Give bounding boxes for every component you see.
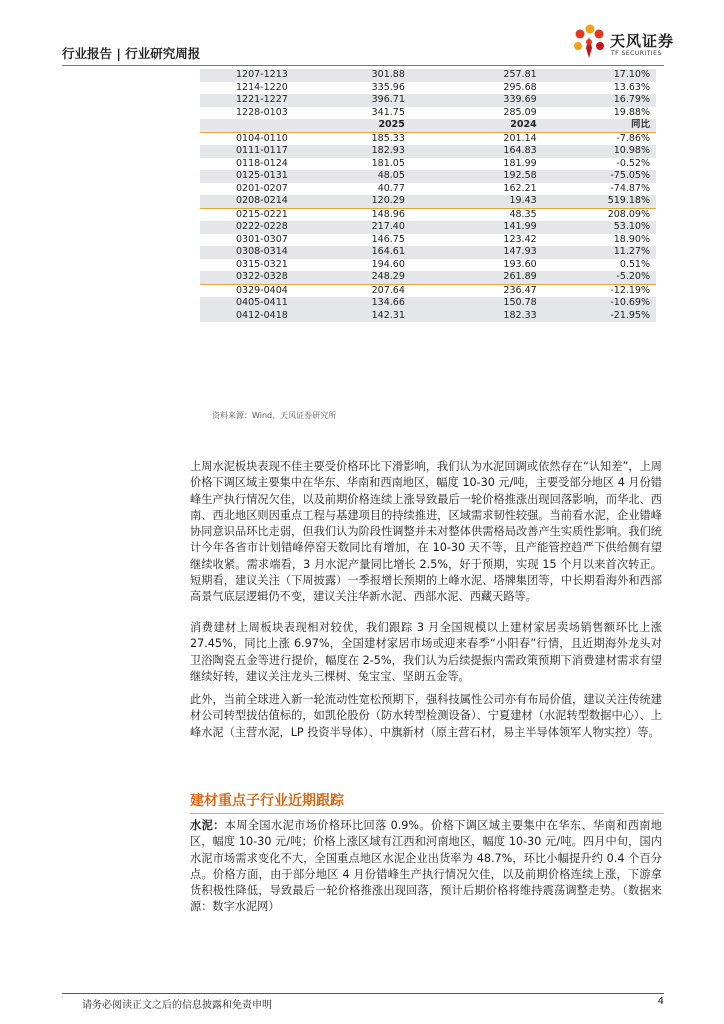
logo-subtitle: TF SECURITIES xyxy=(611,50,662,57)
section-title: 建材重点子行业近期跟踪 xyxy=(190,793,344,809)
value-2025-cell: 341.75 xyxy=(371,106,405,118)
period-cell: 0405-0411 xyxy=(200,297,332,310)
value-2024-cell: 193.60 xyxy=(503,258,537,270)
period-cell: 0111-0117 xyxy=(200,145,332,158)
table-row xyxy=(200,284,656,297)
value-2024-cell: 182.33 xyxy=(421,310,557,323)
value-2024-cell: 201.14 xyxy=(503,132,537,144)
yoy-cell: -75.05% xyxy=(557,170,656,183)
value-2025-cell: 194.60 xyxy=(371,258,405,270)
table-row xyxy=(200,145,656,158)
header-cell-2024: 2024 xyxy=(421,119,557,132)
header-divider xyxy=(62,65,664,66)
period-cell: 0104-0110 xyxy=(236,132,288,144)
value-2024-cell: 19.43 xyxy=(421,195,557,208)
yoy-cell: -74.87% xyxy=(610,182,650,194)
value-2025-cell: 185.33 xyxy=(371,132,405,144)
yoy-cell: -0.52% xyxy=(616,157,650,169)
value-2024-cell: 181.99 xyxy=(503,157,537,169)
table-row xyxy=(200,310,656,323)
value-2024-cell: 285.09 xyxy=(503,106,537,118)
period-cell: 0412-0418 xyxy=(200,310,332,323)
value-2024-cell: 150.78 xyxy=(421,297,557,310)
company-logo xyxy=(570,22,680,64)
page-number: 4 xyxy=(657,996,664,1007)
flower-logo-icon xyxy=(570,22,608,62)
logo-name: 天风证券 xyxy=(610,32,675,50)
yoy-cell: 13.63% xyxy=(613,81,650,93)
period-cell: 0125-0131 xyxy=(200,170,332,183)
value-2025-cell: 335.96 xyxy=(371,81,405,93)
table-row xyxy=(200,208,656,221)
value-2025-cell: 182.93 xyxy=(332,145,421,158)
period-cell: 0222-0228 xyxy=(200,221,332,234)
value-2025-cell: 134.66 xyxy=(332,297,421,310)
table-row xyxy=(200,271,656,284)
table-header-row xyxy=(200,119,656,132)
value-2024-cell: 141.99 xyxy=(421,221,557,234)
value-2025-cell: 40.77 xyxy=(377,182,405,194)
period-cell: 0215-0221 xyxy=(236,208,288,220)
value-2025-cell: 301.88 xyxy=(332,69,421,82)
period-cell: 1228-0103 xyxy=(236,106,288,118)
table-row xyxy=(200,246,656,259)
period-cell: 0118-0124 xyxy=(236,157,288,169)
table-row xyxy=(200,259,656,272)
table-row xyxy=(200,132,656,145)
table-row xyxy=(200,234,656,247)
table-row xyxy=(200,195,656,208)
period-cell: 0315-0321 xyxy=(236,258,288,270)
value-2024-cell: 236.47 xyxy=(503,284,537,296)
section-divider xyxy=(190,813,664,814)
footer-divider xyxy=(62,993,664,994)
period-cell: 1214-1220 xyxy=(236,81,288,93)
header-cell-period xyxy=(200,119,332,132)
table-row xyxy=(200,170,656,183)
yoy-cell: 18.90% xyxy=(613,233,650,245)
value-2024-cell: 162.21 xyxy=(503,182,537,194)
cement-shipment-table xyxy=(200,69,656,322)
table-row xyxy=(200,107,656,120)
paragraph-consumer-building-materials: 消费建材上周板块表现相对较优，我们跟踪 3 月全国规模以上建材家居卖场销售额环比上涨 27.45%，同比上涨 6.97%，全国建材家居市场或迎来春季“小阳春”行情，且近期海外龙头对卫浴陶瓷五金等进行提价，幅度在 2-5%，我们认为后续提振内需政策预期下消费建材需求有望继续好转，建议关注龙头三棵树、兔宝宝、坚朗五金等。 xyxy=(190,621,662,683)
value-2024-cell: 192.58 xyxy=(421,170,557,183)
value-2024-cell: 261.89 xyxy=(421,271,557,284)
table-row xyxy=(200,94,656,107)
value-2024-cell: 147.93 xyxy=(421,246,557,259)
yoy-cell: -12.19% xyxy=(610,284,650,296)
period-cell: 1207-1213 xyxy=(200,69,332,82)
value-2024-cell: 164.83 xyxy=(421,145,557,158)
period-cell: 0201-0207 xyxy=(236,182,288,194)
value-2025-cell: 207.64 xyxy=(371,284,405,296)
table-row xyxy=(200,158,656,171)
table-row xyxy=(200,183,656,196)
table-row xyxy=(200,69,656,82)
yoy-cell: 16.79% xyxy=(557,94,656,107)
value-2024-cell: 257.81 xyxy=(421,69,557,82)
value-2025-cell: 120.29 xyxy=(332,195,421,208)
table-row xyxy=(200,297,656,310)
yoy-cell: 11.27% xyxy=(557,246,656,259)
yoy-cell: 519.18% xyxy=(557,195,656,208)
yoy-cell: 10.98% xyxy=(557,145,656,158)
yoy-cell: 19.88% xyxy=(613,106,650,118)
value-2025-cell: 48.05 xyxy=(332,170,421,183)
value-2025-cell: 142.31 xyxy=(332,310,421,323)
period-cell: 0301-0307 xyxy=(236,233,288,245)
yoy-cell: -10.69% xyxy=(557,297,656,310)
period-cell: 0329-0404 xyxy=(236,284,288,296)
header-cell-2025: 2025 xyxy=(332,119,421,132)
paragraph-cement-weekly: 上周水泥板块表现不佳主要受价格环比下滑影响，我们认为水泥回调或依然存在“认知差”，上周价格下调区域主要集中在华东、华南和西南地区，幅度 10-30 元/吨，主要受部分地区 4 月份错峰生产执行情况欠佳，以及前期价格连续上涨导致最后一轮价格推涨出现回落影响，而华北、西南、西北地区则因重点工程与基建项目的持续推进，区域需求韧性较强。当前看水泥，企业错峰协同意识品环比走弱，但我们认为阶段性调整并未对整体供需格局改善产生实质性影响。我们统计今年各省市计划错峰停窑天数同比有增加，在 10-30 天不等，且产能管控趋严下供给侧有望继续收紧。需求端看，3 月水泥产量同比增长 2.5%，好于预期，实现 15 个月以来首次转正。短期看，建议关注（下周披露）一季报增长预期的上峰水泥、塔牌集团等，中长期看海外和西部高景气底层逻辑仍不变，建议关注华新水泥、西部水泥、西藏天路等。 xyxy=(190,460,662,604)
yoy-cell: 53.10% xyxy=(557,221,656,234)
value-2025-cell: 164.61 xyxy=(332,246,421,259)
yoy-cell: 208.09% xyxy=(607,208,650,220)
value-2024-cell: 48.35 xyxy=(509,208,537,220)
yoy-cell: -21.95% xyxy=(557,310,656,323)
header-breadcrumb: 行业报告 | 行业研究周报 xyxy=(62,46,201,61)
paragraph-label: 水泥： xyxy=(190,819,225,832)
table-row xyxy=(200,221,656,234)
header-cell-yoy: 同比 xyxy=(557,119,656,132)
period-cell: 0308-0314 xyxy=(200,246,332,259)
value-2025-cell: 217.40 xyxy=(332,221,421,234)
table-row xyxy=(200,82,656,95)
value-2025-cell: 248.29 xyxy=(332,271,421,284)
value-2025-cell: 396.71 xyxy=(332,94,421,107)
period-cell: 1221-1227 xyxy=(200,94,332,107)
footer-disclaimer: 请务必阅读正文之后的信息披露和免责申明 xyxy=(82,1000,272,1011)
paragraph-cement-tracking xyxy=(190,818,662,916)
period-cell: 0322-0328 xyxy=(200,271,332,284)
yoy-cell: -7.86% xyxy=(616,132,650,144)
value-2024-cell: 295.68 xyxy=(503,81,537,93)
value-2024-cell: 123.42 xyxy=(503,233,537,245)
value-2025-cell: 146.75 xyxy=(371,233,405,245)
yoy-cell: 0.51% xyxy=(619,258,650,270)
value-2025-cell: 148.96 xyxy=(371,208,405,220)
yoy-cell: -5.20% xyxy=(557,271,656,284)
paragraph-tech-transformation: 此外，当前全球进入新一轮流动性宽松预期下，强科技属性公司亦有布局价值，建议关注传统建材公司转型拔估值标的，如凯伦股份（防水转型检测设备）、宁夏建材（水泥转型数据中心）、上峰水泥（主营水泥，LP 投资半导体）、中旗新材（原主营石材，易主半导体领军人物实控）等。 xyxy=(190,693,662,739)
period-cell: 0208-0214 xyxy=(200,195,332,208)
value-2025-cell: 181.05 xyxy=(371,157,405,169)
table-source-note: 资料来源：Wind、天风证券研究所 xyxy=(212,411,337,420)
value-2024-cell: 339.69 xyxy=(421,94,557,107)
paragraph-body: 本周全国水泥市场价格环比回落 0.9%。价格下调区域主要集中在华东、华南和西南地区，幅度 10-30 元/吨；价格上涨区域有江西和河南地区，幅度 10-30 元/吨。四月中旬，国内水泥市场需求变化不大，全国重点地区水泥企业出货率为 48.7%，环比小幅提升约 0.4 个百分点。价格方面，由于部分地区 4 月份错峰生产执行情况欠佳，以及前期价格连续上涨，下游拿货积极性降低，导致最后一轮价格推涨出现回落，预计后期价格将维持震荡调整走势。（数据来源：数字水泥网） xyxy=(190,819,662,914)
yoy-cell: 17.10% xyxy=(557,69,656,82)
